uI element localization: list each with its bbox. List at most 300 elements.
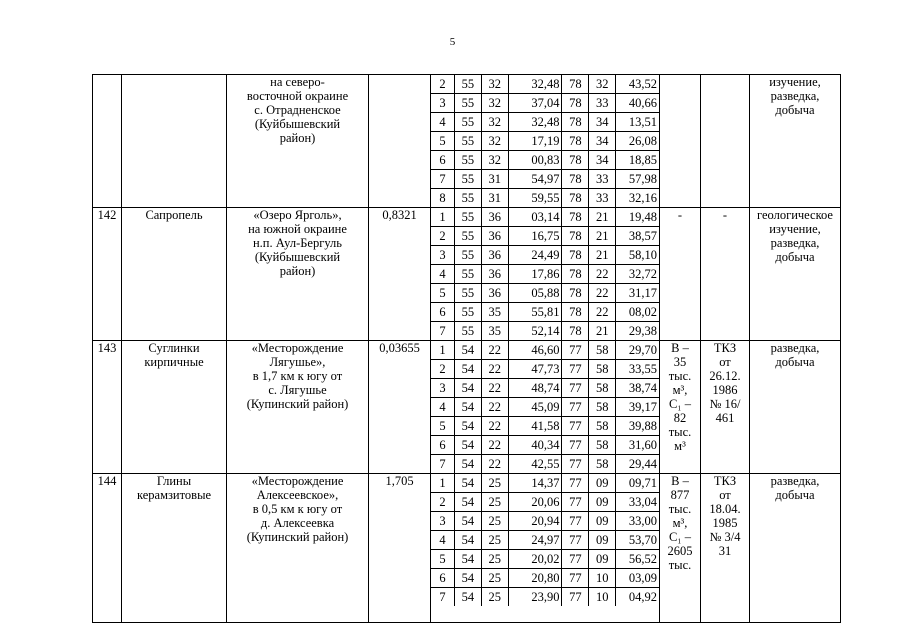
coordinate-row — [431, 75, 659, 94]
coordinate-value: 55 — [454, 265, 481, 284]
coordinate-value: 55 — [454, 189, 481, 208]
coordinate-value: 16,75 — [508, 227, 562, 246]
cell-line: разведка, — [770, 89, 820, 103]
coordinate-value: 22 — [481, 360, 508, 379]
coordinate-value: 78 — [562, 113, 589, 132]
coordinate-value: 25 — [481, 474, 508, 493]
coordinate-row — [431, 113, 659, 132]
coordinate-value: 31 — [481, 189, 508, 208]
deposit-location — [227, 75, 369, 208]
coordinate-value: 08,02 — [616, 303, 659, 322]
coordinate-value: 41,58 — [508, 417, 562, 436]
cell-line: 877 — [670, 488, 690, 502]
coordinate-value: 25 — [481, 531, 508, 550]
coordinate-value: 77 — [562, 379, 589, 398]
coordinate-value: 33 — [589, 189, 616, 208]
coordinate-value: 54 — [454, 379, 481, 398]
table-row — [93, 474, 841, 623]
coordinate-value: 58 — [589, 360, 616, 379]
coordinate-row — [431, 531, 659, 550]
coordinate-value: 58 — [589, 436, 616, 455]
approval-protocol — [701, 75, 750, 208]
coordinate-value: 29,38 — [628, 324, 657, 338]
cell-line: разведка, — [770, 341, 820, 355]
cell-line: 35 — [673, 355, 687, 369]
coordinate-value: 78 — [562, 246, 589, 265]
coordinate-value: 55 — [454, 132, 481, 151]
coordinate-value: 31,60 — [616, 436, 659, 455]
coordinate-value: 4 — [431, 531, 454, 550]
coordinate-value: 77 — [562, 360, 589, 379]
coordinate-value: 25 — [481, 550, 508, 569]
coordinate-value: 55 — [454, 151, 481, 170]
coordinate-value: 78 — [562, 208, 589, 227]
approval-protocol — [701, 474, 750, 623]
coordinate-value: 40,66 — [616, 94, 659, 113]
coordinate-value: 54,97 — [508, 170, 562, 189]
coordinate-value: 78 — [562, 151, 589, 170]
coordinate-value: 47,73 — [508, 360, 562, 379]
coordinate-value: 00,83 — [508, 151, 562, 170]
coordinate-value: 33 — [589, 170, 616, 189]
coordinate-value: 09 — [589, 550, 616, 569]
cell-line: м³ — [674, 439, 686, 453]
coordinate-value: 77 — [562, 474, 589, 493]
coordinate-value: 32 — [481, 151, 508, 170]
cell-line: район) — [279, 264, 316, 278]
coordinate-value: 21 — [589, 227, 616, 246]
coordinate-value: 2 — [431, 227, 454, 246]
coordinate-row — [431, 455, 659, 474]
mineral-type: Сапропель — [122, 208, 227, 341]
coordinate-value: 77 — [562, 436, 589, 455]
coordinate-row — [431, 303, 659, 322]
cell-line: с. Лягушье — [268, 383, 327, 397]
coordinate-value: 23,90 — [508, 588, 562, 607]
coordinate-row — [431, 512, 659, 531]
coordinate-value: 3 — [431, 512, 454, 531]
coordinate-value: 54 — [454, 569, 481, 588]
coordinate-value: 22 — [481, 417, 508, 436]
coordinate-row — [431, 189, 659, 208]
coordinate-value: 10 — [589, 588, 616, 607]
cell-line: «Озеро Ярголь», — [253, 208, 342, 222]
cell-line: район) — [279, 131, 316, 145]
coordinate-value: 24,49 — [508, 246, 562, 265]
coordinate-value: 78 — [562, 132, 589, 151]
cell-line: добыча — [775, 488, 815, 502]
coordinate-value: 42,55 — [508, 455, 562, 474]
coordinate-value: 32 — [481, 75, 508, 94]
coordinate-value: 55 — [454, 227, 481, 246]
coordinate-value: 04,92 — [628, 590, 657, 604]
coordinate-row — [431, 341, 659, 360]
coordinate-value: 54 — [454, 550, 481, 569]
table-row — [93, 341, 841, 474]
page-number: 5 — [449, 36, 456, 48]
area-value: 0,03655 — [369, 341, 431, 474]
coordinate-value: 7 — [431, 455, 454, 474]
coordinate-value: 4 — [431, 113, 454, 132]
use-purpose — [750, 75, 841, 208]
coordinate-value: 36 — [481, 284, 508, 303]
coordinate-value: 78 — [562, 227, 589, 246]
coordinate-value: 19,48 — [616, 208, 659, 227]
coordinate-value: 6 — [431, 303, 454, 322]
coordinate-value: 77 — [562, 341, 589, 360]
table-row — [93, 208, 841, 341]
coordinate-value: 78 — [562, 284, 589, 303]
coordinate-value: 4 — [431, 265, 454, 284]
coordinate-value: 26,08 — [616, 132, 659, 151]
coordinate-value: 29,44 — [628, 457, 657, 471]
cell-line: 18.04. — [709, 502, 741, 516]
cell-line: от — [719, 355, 731, 369]
approval-protocol — [701, 341, 750, 474]
cell-line: разведка, — [770, 474, 820, 488]
cell-line: на северо- — [270, 75, 325, 89]
coordinate-value: 54 — [454, 436, 481, 455]
mineral-type — [122, 75, 227, 208]
coordinate-value: 5 — [431, 284, 454, 303]
cell-line: от — [719, 488, 731, 502]
coordinate-value: 58 — [589, 379, 616, 398]
coordinate-value: 14,37 — [508, 474, 562, 493]
coordinate-value: 03,09 — [616, 569, 659, 588]
coordinate-value: 31,17 — [616, 284, 659, 303]
deposits-table — [92, 74, 841, 623]
use-purpose — [750, 474, 841, 623]
coordinate-value: 21 — [589, 322, 616, 341]
cell-line: С₁ – — [668, 530, 692, 544]
deposit-location — [227, 341, 369, 474]
cell-line: тыс. — [668, 369, 692, 383]
coordinate-value: 09,71 — [616, 474, 659, 493]
cell-line: добыча — [775, 103, 815, 117]
coordinate-value: 59,55 — [508, 189, 562, 208]
coordinate-value: 22 — [481, 436, 508, 455]
cell-line: - — [677, 208, 683, 222]
coordinate-value: 58 — [589, 398, 616, 417]
reserves — [660, 75, 701, 208]
coordinate-value: 38,74 — [616, 379, 659, 398]
coordinate-value: 33,55 — [616, 360, 659, 379]
coordinate-row — [431, 265, 659, 284]
cell-line: 2605 — [667, 544, 693, 558]
coordinate-value: 46,60 — [508, 341, 562, 360]
row-number: 144 — [93, 474, 122, 623]
coordinate-value: 34 — [589, 113, 616, 132]
coordinate-value: 77 — [562, 398, 589, 417]
coordinate-value: 36 — [481, 227, 508, 246]
coordinate-value: 22 — [589, 303, 616, 322]
coordinate-value: 40,34 — [508, 436, 562, 455]
coordinate-value: 25 — [481, 493, 508, 512]
coordinate-value: 77 — [562, 512, 589, 531]
coordinate-row — [431, 94, 659, 113]
coordinate-value: 33,00 — [616, 512, 659, 531]
coordinate-row — [431, 170, 659, 189]
coordinate-value: 54 — [454, 341, 481, 360]
cell-line: Алексеевское», — [256, 488, 339, 502]
coordinate-value: 32,48 — [508, 75, 562, 94]
corner-coordinates — [431, 341, 660, 474]
cell-line: тыс. — [668, 425, 692, 439]
coordinate-value: 55 — [454, 208, 481, 227]
coordinate-value: 55 — [454, 94, 481, 113]
cell-line: добыча — [775, 250, 815, 264]
coordinate-value: 18,85 — [616, 151, 659, 170]
coordinate-value: 55 — [454, 170, 481, 189]
coordinate-value: 43,52 — [616, 75, 659, 94]
coordinate-value: 54 — [454, 512, 481, 531]
coordinate-value: 22 — [481, 455, 508, 474]
area-value: 0,8321 — [369, 208, 431, 341]
cell-line: В – — [671, 474, 689, 488]
cell-line: м³, — [672, 383, 688, 397]
coordinate-value: 33 — [589, 94, 616, 113]
cell-line: № 3/4 — [709, 530, 741, 544]
coordinate-value: 54 — [454, 588, 481, 607]
coordinate-row — [431, 227, 659, 246]
cell-line: тыс. — [668, 558, 692, 572]
coordinate-value: 55 — [454, 75, 481, 94]
cell-line: № 16/ — [709, 397, 741, 411]
coordinate-row — [431, 284, 659, 303]
use-purpose — [750, 208, 841, 341]
coordinate-value: 53,70 — [616, 531, 659, 550]
coordinate-value: 09 — [589, 474, 616, 493]
coordinate-value: 39,88 — [616, 417, 659, 436]
coordinate-value: 58,10 — [616, 246, 659, 265]
cell-line: (Куйбышевский — [254, 117, 341, 131]
coordinate-value: 55 — [454, 113, 481, 132]
coordinate-value: 48,74 — [508, 379, 562, 398]
coordinate-value: 78 — [562, 170, 589, 189]
coordinate-value: 77 — [562, 417, 589, 436]
coordinate-value: 34 — [589, 151, 616, 170]
coordinate-value: 21 — [589, 208, 616, 227]
coordinate-row — [431, 474, 659, 493]
coordinate-value: 77 — [562, 455, 589, 474]
coordinate-value: 6 — [431, 436, 454, 455]
row-number — [93, 75, 122, 208]
coordinate-value: 45,09 — [508, 398, 562, 417]
coordinate-value: 78 — [562, 75, 589, 94]
coordinate-value: 55 — [454, 284, 481, 303]
coordinate-value: 21 — [589, 246, 616, 265]
cell-line: н.п. Аул-Бергуль — [252, 236, 342, 250]
cell-line: 1986 — [712, 383, 738, 397]
coordinate-row — [431, 569, 659, 588]
coordinate-value: 77 — [562, 493, 589, 512]
coordinate-value: 29,70 — [616, 341, 659, 360]
coordinate-row — [431, 417, 659, 436]
coordinate-value: 37,04 — [508, 94, 562, 113]
coordinate-value: 5 — [431, 417, 454, 436]
coordinate-value: 20,80 — [508, 569, 562, 588]
coordinate-value: 32 — [481, 132, 508, 151]
coordinate-row — [431, 322, 659, 341]
corner-coordinates — [431, 75, 660, 208]
coordinate-value: 4 — [431, 398, 454, 417]
coordinate-value: 31 — [481, 170, 508, 189]
cell-line: ТКЗ — [713, 341, 737, 355]
cell-line: разведка, — [770, 236, 820, 250]
cell-line: В – — [671, 341, 689, 355]
deposit-location — [227, 474, 369, 623]
reserves — [660, 474, 701, 623]
cell-line: восточной окраине — [246, 89, 349, 103]
coordinate-value: 34 — [589, 132, 616, 151]
coordinate-row — [431, 436, 659, 455]
cell-line: добыча — [775, 355, 815, 369]
cell-line: д. Алексеевка — [260, 516, 335, 530]
cell-line: с. Отрадненское — [254, 103, 341, 117]
coordinate-value: 78 — [562, 189, 589, 208]
coordinate-value: 25 — [481, 569, 508, 588]
cell-line: 26.12. — [709, 369, 741, 383]
coordinate-value: 7 — [431, 322, 454, 341]
row-number: 143 — [93, 341, 122, 474]
cell-line: изучение, — [769, 75, 821, 89]
row-number: 142 — [93, 208, 122, 341]
corner-coordinates — [431, 208, 660, 341]
coordinate-value: 1 — [431, 474, 454, 493]
cell-line: на южной окраине — [248, 222, 347, 236]
coordinate-value: 1 — [431, 341, 454, 360]
coordinate-value: 36 — [481, 265, 508, 284]
coordinate-row — [431, 550, 659, 569]
coordinate-value: 32 — [589, 75, 616, 94]
coordinate-value: 09 — [589, 531, 616, 550]
coordinate-value: 20,06 — [508, 493, 562, 512]
coordinate-row — [431, 398, 659, 417]
coordinate-value: 5 — [431, 132, 454, 151]
cell-line: 31 — [718, 544, 732, 558]
coordinate-row — [431, 246, 659, 265]
coordinate-value: 1 — [431, 208, 454, 227]
coordinate-value: 10 — [589, 569, 616, 588]
cell-line: (Куйбышевский — [254, 250, 341, 264]
coordinate-value: 32,16 — [628, 191, 657, 205]
use-purpose — [750, 341, 841, 474]
coordinate-value: 78 — [562, 322, 589, 341]
coordinate-value: 24,97 — [508, 531, 562, 550]
coordinate-value: 6 — [431, 151, 454, 170]
coordinate-value: 78 — [562, 303, 589, 322]
cell-line: 461 — [715, 411, 735, 425]
coordinate-value: 32,72 — [616, 265, 659, 284]
coordinate-value: 09 — [589, 512, 616, 531]
deposit-location — [227, 208, 369, 341]
coordinate-value: 32,48 — [508, 113, 562, 132]
coordinate-value: 3 — [431, 94, 454, 113]
coordinate-value: 58 — [589, 417, 616, 436]
coordinate-value: 58 — [589, 455, 616, 474]
coordinate-value: 22 — [589, 265, 616, 284]
cell-line: (Купинский район) — [246, 397, 349, 411]
coordinate-value: 22 — [481, 379, 508, 398]
coordinate-value: 36 — [481, 246, 508, 265]
coordinate-value: 32 — [481, 113, 508, 132]
coordinate-value: 6 — [431, 569, 454, 588]
cell-line: 1985 — [712, 516, 738, 530]
coordinate-value: 54 — [454, 531, 481, 550]
cell-line: - — [722, 208, 728, 222]
coordinate-value: 54 — [454, 417, 481, 436]
coordinate-value: 77 — [562, 550, 589, 569]
coordinate-value: 3 — [431, 379, 454, 398]
coordinate-value: 54 — [454, 455, 481, 474]
coordinate-row — [431, 208, 659, 227]
coordinate-value: 56,52 — [616, 550, 659, 569]
cell-line: (Купинский район) — [246, 530, 349, 544]
cell-line: С₁ – — [668, 397, 692, 411]
coordinate-value: 7 — [431, 588, 454, 607]
cell-line: в 1,7 км к югу от — [252, 369, 343, 383]
coordinate-value: 7 — [431, 170, 454, 189]
coordinate-value: 03,14 — [508, 208, 562, 227]
coordinate-row — [431, 588, 659, 607]
coordinate-value: 57,98 — [616, 170, 659, 189]
coordinate-value: 20,94 — [508, 512, 562, 531]
coordinate-value: 55 — [454, 322, 481, 341]
approval-protocol — [701, 208, 750, 341]
coordinate-row — [431, 360, 659, 379]
coordinate-value: 54 — [454, 493, 481, 512]
cell-line: Лягушье», — [269, 355, 326, 369]
coordinate-value: 38,57 — [616, 227, 659, 246]
coordinate-value: 78 — [562, 265, 589, 284]
coordinate-value: 32 — [481, 94, 508, 113]
cell-line: «Месторождение — [251, 474, 344, 488]
cell-line: 82 — [673, 411, 687, 425]
cell-line: м³, — [672, 516, 688, 530]
coordinate-value: 25 — [481, 588, 508, 607]
coordinate-value: 77 — [562, 531, 589, 550]
coordinate-value: 54 — [454, 360, 481, 379]
area-value — [369, 75, 431, 208]
coordinate-value: 22 — [481, 398, 508, 417]
coordinate-value: 13,51 — [616, 113, 659, 132]
coordinate-value: 17,19 — [508, 132, 562, 151]
mineral-type: Суглинки кирпичные — [122, 341, 227, 474]
coordinate-row — [431, 151, 659, 170]
coordinate-value: 35 — [481, 322, 508, 341]
coordinate-value: 33,04 — [616, 493, 659, 512]
coordinate-value: 54 — [454, 474, 481, 493]
coordinate-row — [431, 379, 659, 398]
coordinate-value: 39,17 — [616, 398, 659, 417]
coordinate-value: 77 — [562, 588, 589, 607]
cell-line: ТКЗ — [713, 474, 737, 488]
coordinate-value: 58 — [589, 341, 616, 360]
coordinate-value: 36 — [481, 208, 508, 227]
cell-line: изучение, — [769, 222, 821, 236]
coordinate-value: 55,81 — [508, 303, 562, 322]
cell-line: геологическое — [757, 208, 833, 222]
coordinate-value: 55 — [454, 303, 481, 322]
coordinate-value: 35 — [481, 303, 508, 322]
reserves — [660, 341, 701, 474]
coordinate-value: 05,88 — [508, 284, 562, 303]
cell-line: «Месторождение — [251, 341, 344, 355]
coordinate-value: 54 — [454, 398, 481, 417]
coordinate-value: 3 — [431, 246, 454, 265]
coordinate-value: 52,14 — [508, 322, 562, 341]
area-value: 1,705 — [369, 474, 431, 623]
